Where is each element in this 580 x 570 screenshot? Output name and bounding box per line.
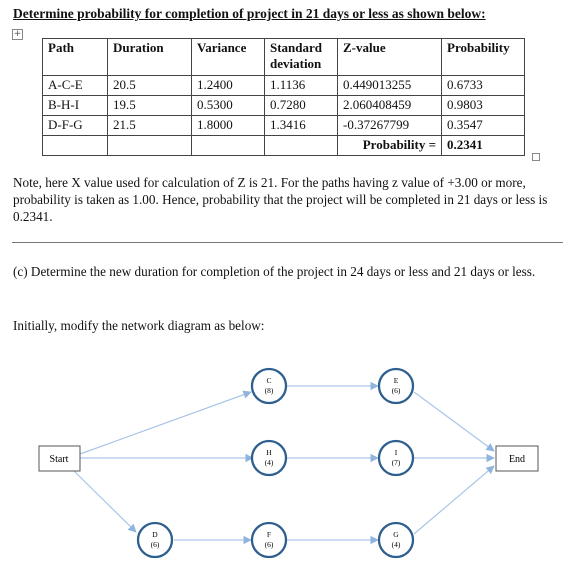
total-value: 0.2341 bbox=[442, 136, 525, 156]
cell-path: D-F-G bbox=[43, 116, 108, 136]
start-label: Start bbox=[49, 454, 69, 465]
cell-variance: 1.8000 bbox=[192, 116, 265, 136]
node-f-name: F bbox=[266, 530, 272, 539]
cell-z-value: -0.37267799 bbox=[338, 116, 442, 136]
edge-e-end bbox=[414, 392, 494, 451]
node-c-duration: (8) bbox=[264, 386, 274, 395]
cell-probability: 0.9803 bbox=[442, 96, 525, 116]
node-i-duration: (7) bbox=[391, 458, 401, 467]
node-i bbox=[379, 441, 413, 475]
header-z-value: Z-value bbox=[338, 39, 442, 76]
node-h-duration: (4) bbox=[264, 458, 274, 467]
node-g-name: G bbox=[393, 530, 399, 539]
cell-z-value: 2.060408459 bbox=[338, 96, 442, 116]
part-c-question: (c) Determine the new duration for completion of the project in 24 days or less and 21 days or less. bbox=[13, 264, 536, 279]
cell-probability: 0.3547 bbox=[442, 116, 525, 136]
total-label: Probability = bbox=[338, 136, 442, 156]
cell-path: B-H-I bbox=[43, 96, 108, 116]
node-d bbox=[138, 523, 172, 557]
cell-duration: 20.5 bbox=[108, 76, 192, 96]
cell-variance: 0.5300 bbox=[192, 96, 265, 116]
page-title: Determine probability for completion of project in 21 days or less as shown below: bbox=[13, 6, 486, 21]
header-path: Path bbox=[43, 39, 108, 76]
cell-probability: 0.6733 bbox=[442, 76, 525, 96]
node-g-duration: (4) bbox=[391, 540, 401, 549]
node-e-name: E bbox=[393, 376, 399, 385]
node-d-duration: (6) bbox=[150, 540, 160, 549]
cell-duration: 19.5 bbox=[108, 96, 192, 116]
header-variance: Variance bbox=[192, 39, 265, 76]
node-d-name: D bbox=[152, 530, 158, 539]
edge-start-c bbox=[80, 392, 251, 454]
note-paragraph: Note, here X value used for calculation of Z is 21. For the paths having z value of +3.00 or more, probability is taken as 1.00. Hence, probability that the project will be completed in 21 days or less is 0.2341. bbox=[13, 175, 548, 224]
cell-std-dev: 1.3416 bbox=[265, 116, 338, 136]
node-h-name: H bbox=[266, 448, 272, 457]
end-label: End bbox=[508, 454, 526, 465]
header-duration: Duration bbox=[108, 39, 192, 76]
node-e bbox=[379, 369, 413, 403]
cell-std-dev: 0.7280 bbox=[265, 96, 338, 116]
cell-z-value: 0.449013255 bbox=[338, 76, 442, 96]
node-g bbox=[379, 523, 413, 557]
node-f-duration: (6) bbox=[264, 540, 274, 549]
node-i-name: I bbox=[394, 448, 398, 457]
diagram-intro: Initially, modify the network diagram as below: bbox=[13, 318, 265, 333]
cell-duration: 21.5 bbox=[108, 116, 192, 136]
header-probability: Probability bbox=[442, 39, 525, 76]
cell-variance: 1.2400 bbox=[192, 76, 265, 96]
edge-start-d bbox=[73, 470, 136, 532]
cell-path: A-C-E bbox=[43, 76, 108, 96]
edge-g-end bbox=[414, 466, 494, 534]
cell-std-dev: 1.1136 bbox=[265, 76, 338, 96]
table-move-handle-icon[interactable]: + bbox=[13, 29, 22, 39]
node-c-name: C bbox=[266, 376, 272, 385]
node-h bbox=[252, 441, 286, 475]
header-std-dev: Standard deviation bbox=[265, 39, 338, 76]
node-c bbox=[252, 369, 286, 403]
node-f bbox=[252, 523, 286, 557]
node-e-duration: (6) bbox=[391, 386, 401, 395]
